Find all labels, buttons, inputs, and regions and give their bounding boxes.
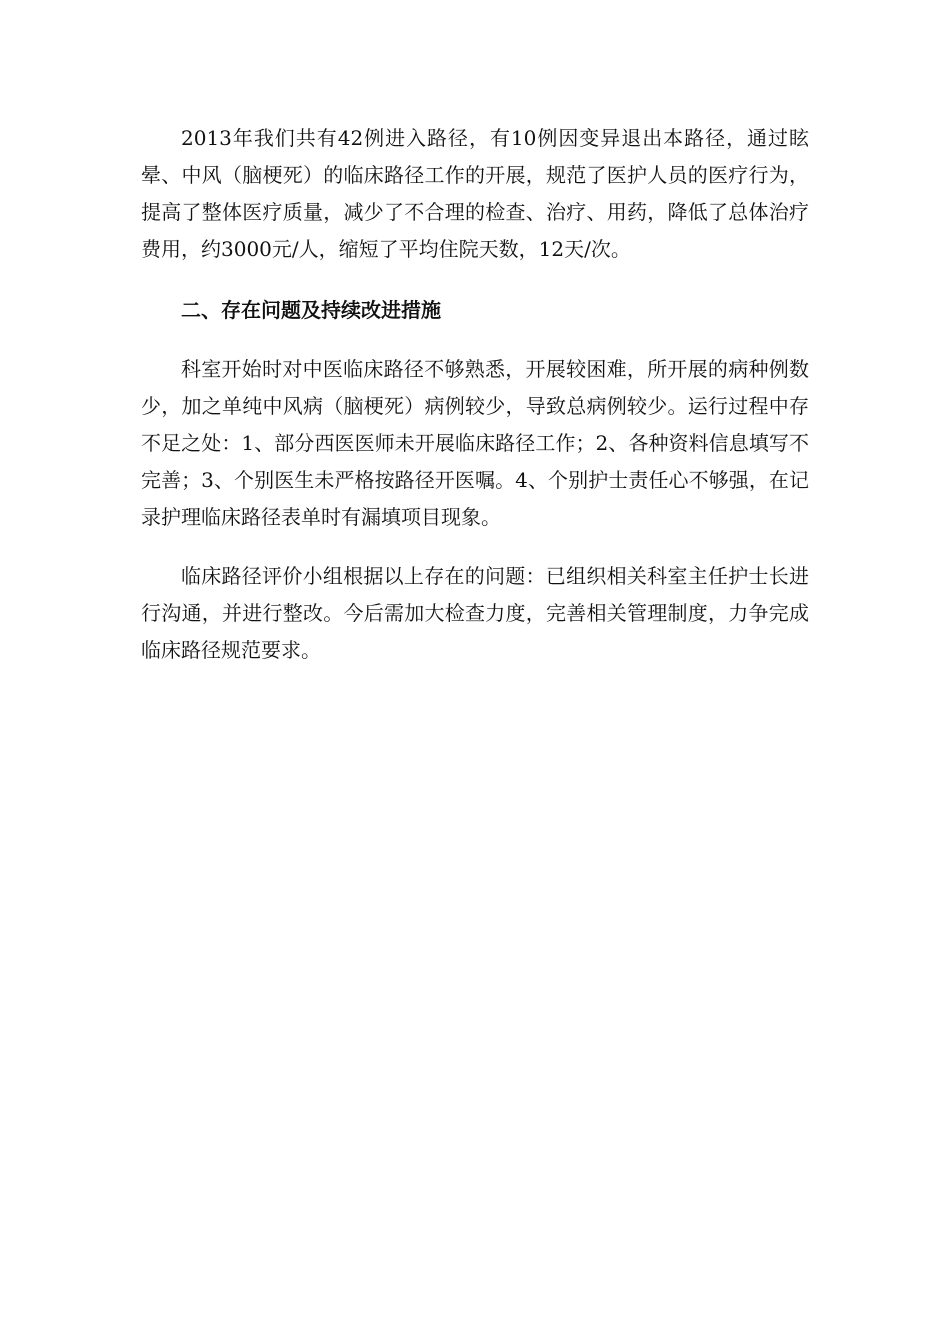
document-body (141, 120, 809, 669)
improvement-paragraph: 临床路径评价小组根据以上存在的问题：已组织相关科室主任护士长进行沟通，并进行整改。今后需加大检查力度，完善相关管理制度，力争完成临床路径规范要求。 (141, 564, 809, 662)
summary-paragraph: 2013年我们共有42例进入路径，有10例因变异退出本路径，通过眩晕、中风（脑梗死）的临床路径工作的开展，规范了医护人员的医疗行为，提高了整体医疗质量，减少了不合理的检查、治疗、用药，降低了总体治疗费用，约3000元/人，缩短了平均住院天数，12天/次。 (141, 126, 809, 261)
section-heading: 二、存在问题及持续改进措施 (181, 298, 441, 322)
problems-paragraph: 科室开始时对中医临床路径不够熟悉，开展较困难，所开展的病种例数少，加之单纯中风病（脑梗死）病例较少，导致总病例较少。运行过程中存不足之处：1、部分西医医师未开展临床路径工作；2、各种资料信息填写不完善；3、个别医生未严格按路径开医嘱。4、个别护士责任心不够强，在记录护理临床路径表单时有漏填项目现象。 (141, 357, 809, 529)
